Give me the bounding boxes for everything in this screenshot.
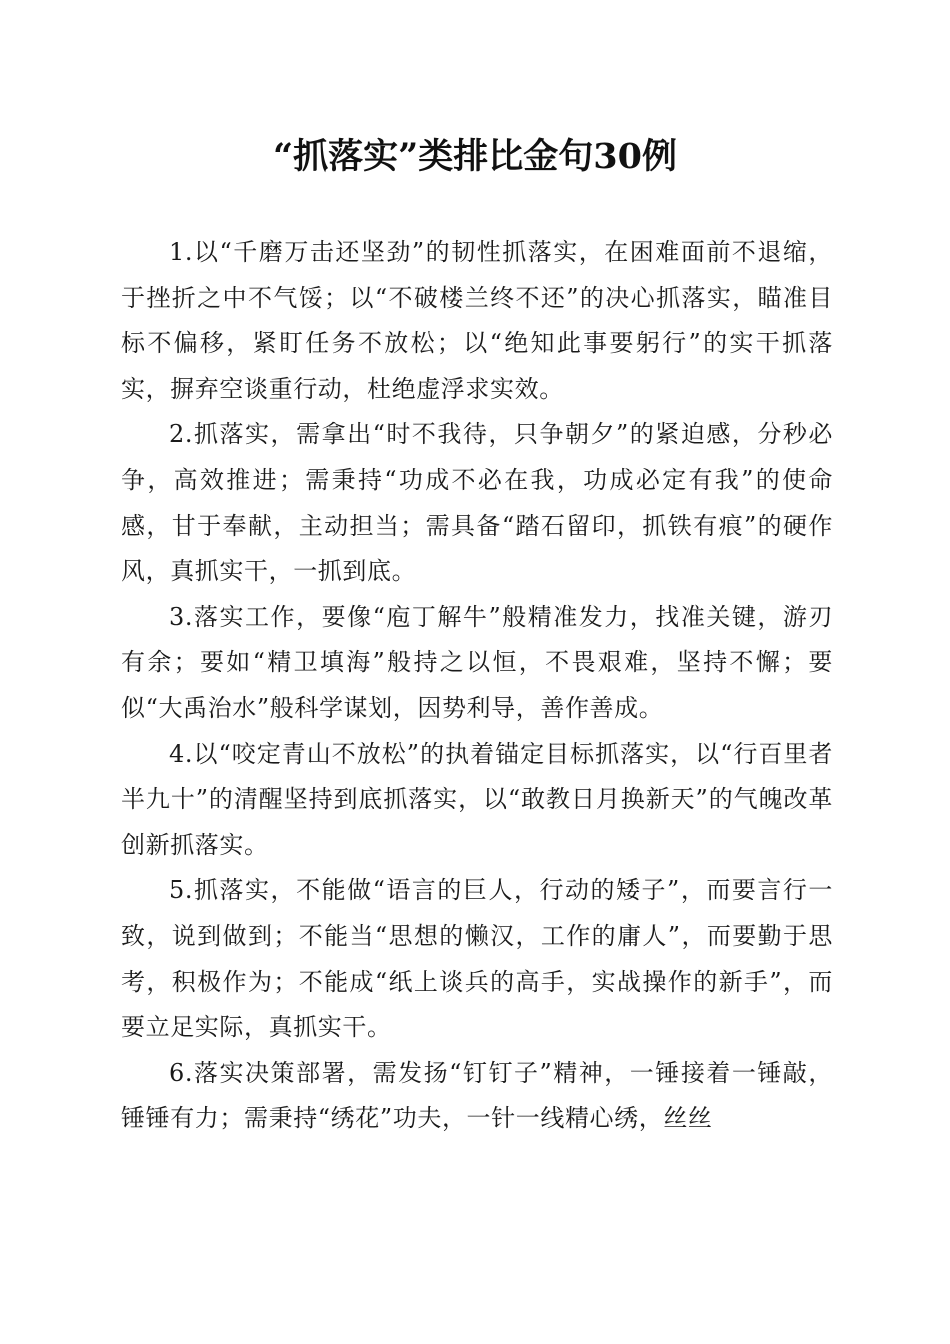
paragraph-3: 3.落实工作，要像“庖丁解牛”般精准发力，找准关键，游刃有余；要如“精卫填海”般持之以恒，不畏艰难，坚持不懈；要似“大禹治水”般科学谋划，因势利导，善作善成。 <box>121 602 833 722</box>
paragraph-5: 5.抓落实，不能做“语言的巨人，行动的矮子”，而要言行一致，说到做到；不能当“思想的懒汉，工作的庸人”，而要勤于思考，积极作为；不能成“纸上谈兵的高手，实战操作的新手”，而要立足实际，真抓实干。 <box>121 876 833 1042</box>
paragraph-4: 4.以“咬定青山不放松”的执着锚定目标抓落实，以“行百里者半九十”的清醒坚持到底抓落实，以“敢教日月换新天”的气魄改革创新抓落实。 <box>121 739 833 859</box>
document-title: “抓落实”类排比金句30例 <box>273 136 677 177</box>
paragraph-2: 2.抓落实，需拿出“时不我待，只争朝夕”的紧迫感，分秒必争，高效推进；需秉持“功成不必在我，功成必定有我”的使命感，甘于奉献，主动担当；需具备“踏石留印，抓铁有痕”的硬作风，真抓实干，一抓到底。 <box>121 420 833 586</box>
paragraph-1: 1.以“千磨万击还坚劲”的韧性抓落实，在困难面前不退缩，于挫折之中不气馁；以“不破楼兰终不还”的决心抓落实，瞄准目标不偏移，紧盯任务不放松；以“绝知此事要躬行”的实干抓落实，摒弃空谈重行动，杜绝虚浮求实效。 <box>121 238 833 403</box>
document-body <box>121 230 833 1142</box>
paragraph-6: 6.落实决策部署，需发扬“钉钉子”精神，一锤接着一锤敲，锤锤有力；需秉持“绣花”功夫，一针一线精心绣，丝丝 <box>121 1058 833 1133</box>
